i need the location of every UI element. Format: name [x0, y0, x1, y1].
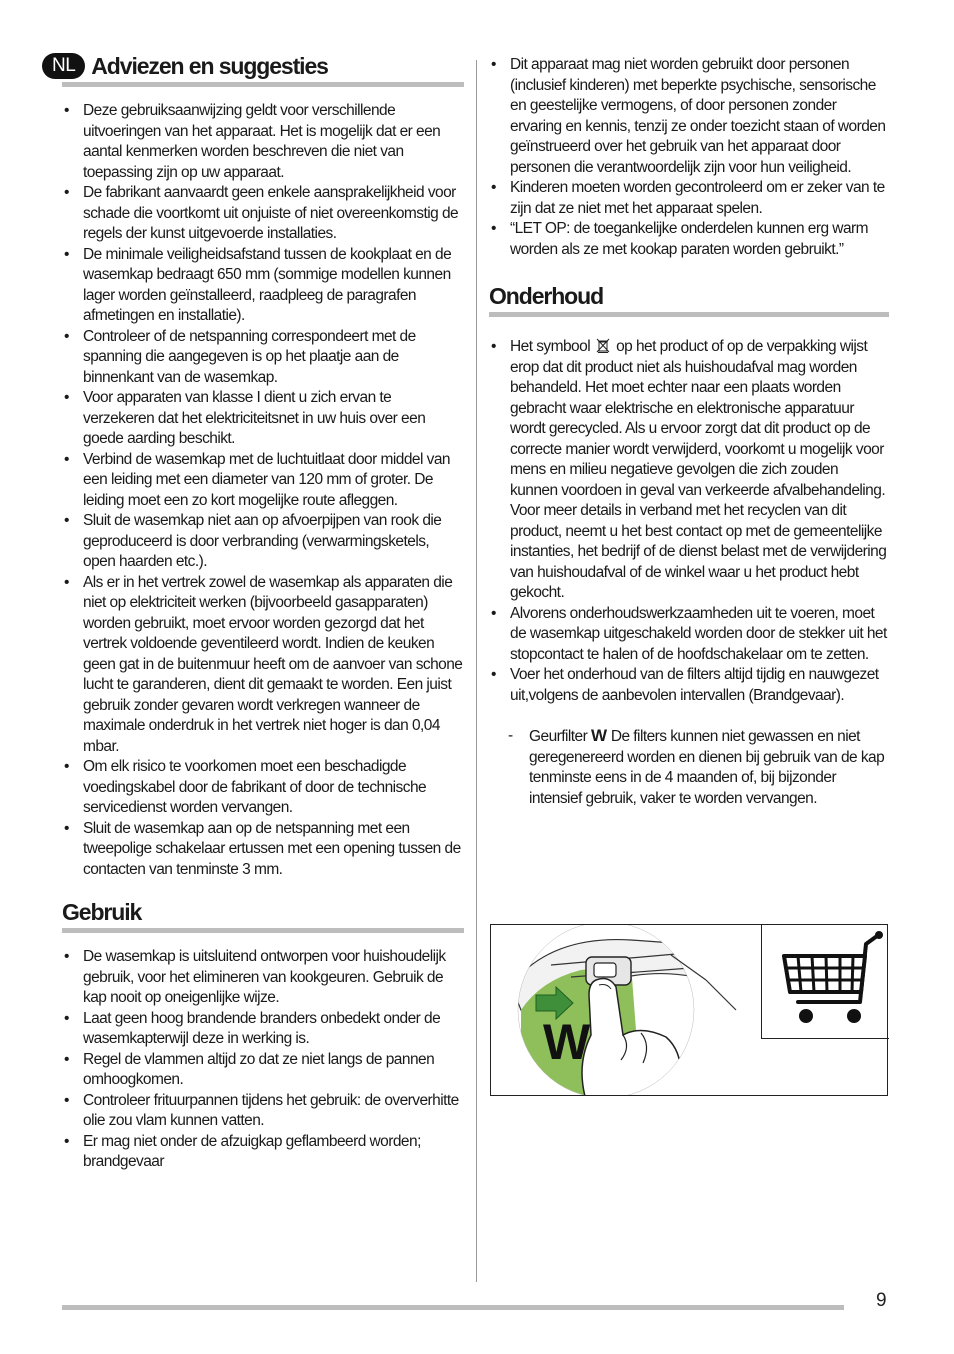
hand-pressing-icon: [491, 925, 761, 1095]
crossed-bin-icon: [596, 338, 610, 353]
heading-usage-title: Gebruik: [62, 899, 142, 925]
section-maintenance: [489, 282, 889, 809]
heading-maintenance: [489, 282, 889, 317]
footer-rule: [62, 1305, 844, 1310]
symbol-prefix: Het symbool: [510, 338, 591, 355]
list-item: • Sluit de wasemkap aan op de netspanning met een tweepolige schakelaar ertussen met een opening tussen de contacten van tenminste 3 mm.: [62, 819, 464, 881]
list-item: • Laat geen hoog brandende branders onbedekt onder de wasemkapterwijl deze in werking is.: [62, 1009, 464, 1050]
list-item: • Als er in het vertrek zowel de wasemkap als apparaten die niet op elektriciteit werken (bijvoorbeeld gasapparaten) worden gebruikt, moet ervoor worden gezorgd dat het vertrek voldoende geventileerd wordt. Indien de keuken geen gat in de buitenmuur heeft om de aanvoer van schone lucht te garanderen, dient dit gemaakt te worden. Een juist gebruik zonder gevaren wordt verkregen wanneer de maximale onderdruk in het vertrek niet hoger is dan 0,04 mbar.: [62, 573, 464, 758]
list-item: • Voer het onderhoud van de filters altijd tijdig en nauwgezet uit,volgens de aanbevolen intervallen (Brandgevaar).: [489, 665, 889, 706]
list-item: [489, 337, 889, 604]
right-column: [489, 55, 889, 809]
maintenance-list: [489, 337, 889, 706]
list-item: • Deze gebruiksaanwijzing geldt voor verschillende uitvoeringen van het apparaat. Het is mogelijk dat er een aantal kenmerken worden beschreven die niet van toepassing zijn op uw apparaat.: [62, 101, 464, 183]
filter-replacement-figure: [490, 924, 888, 1096]
filter-w-label: W: [543, 1014, 589, 1070]
dash-marker: -: [508, 727, 513, 744]
list-item: • Sluit de wasemkap niet aan op afvoerpijpen van rook die geproduceerd is door verbranding (verwarmingsketels, open haarden etc.).: [62, 511, 464, 573]
list-item: • De fabrikant aanvaardt geen enkele aansprakelijkheid voor schade die voortkomt uit onjuiste of niet overeenkomstig de regels der kunst uitgevoerde installaties.: [62, 183, 464, 245]
advice-list: [62, 101, 464, 880]
list-item: • Dit apparaat mag niet worden gebruikt door personen (inclusief kinderen) met beperkte psychische, sensorische en geestelijke vermogens, of door personen zonder ervaring en kennis, tenzij ze onder toezicht staan of worden geïnstrueerd over het gebruik van het apparaat door personen die verantwoordelijk zijn voor hun veiligheid.: [489, 55, 889, 178]
list-item: • De minimale veiligheidsafstand tussen de kookplaat en de wasemkap bedraagt 650 mm (sommige modellen kunnen lager worden geïnstalleerd, raadpleeg de paragrafen afmetingen en installatie).: [62, 245, 464, 327]
advice-list-continued: [489, 55, 889, 260]
list-item: • Controleer frituurpannen tijdens het gebruik: de oververhitte olie zou vlam kunnen vatten.: [62, 1091, 464, 1132]
list-item: • Controleer of de netspanning correspondeert met de spanning die aangegeven is op het plaatje aan de binnenkant van de wasemkap.: [62, 327, 464, 389]
filter-code: W: [591, 726, 608, 745]
list-item: • Kinderen moeten worden gecontroleerd om er zeker van te zijn dat ze niet met het apparaat spelen.: [489, 178, 889, 219]
filter-text: De filters kunnen niet gewassen en niet geregenereerd worden en dienen bij gebruik van de kap tenminste eens in de 4 maanden of, bij bijzonder intensief gebruik, vaker te worden vervangen.: [529, 728, 885, 807]
shopping-cart-icon: [762, 924, 888, 1037]
heading-maintenance-title: Onderhoud: [489, 283, 604, 309]
heading-advice: [52, 52, 464, 87]
filter-label: Geurfilter: [529, 728, 588, 745]
cart-panel: [761, 924, 889, 1039]
page-number: 9: [876, 1290, 887, 1311]
symbol-text: op het product of op de verpakking wijst erop dat dit product niet als huishoudafval mag worden behandeld. Het moet echter naar een plaats worden gebracht waar elektrische en elektronische apparatuur wordt gerecycled. Als u ervoor zorgt dat dit product op de correcte manier wordt verwijderd, voorkomt u mogelijk voor mens en milieu negatieve gevolgen die zich zouden kunnen voordoen in geval van verkeerde afvalbehandeling. Voor meer details in verband met het recyclen van dit product, neemt u het best contact op met de gemeentelijke instanties, het bedrijf of de dienst belast met de verwijdering van huishoudafval of de winkel waar u het product hebt gekocht.: [510, 338, 887, 601]
heading-advice-title: Adviezen en suggesties: [91, 53, 328, 79]
list-item: • Alvorens onderhoudswerkzaamheden uit te voeren, moet de wasemkap uitgeschakeld worden door de stekker uit het stopcontact te halen of de hoofdschakelaar om te zetten.: [489, 604, 889, 666]
list-item: • Er mag niet onder de afzuigkap geflambeerd worden; brandgevaar: [62, 1132, 464, 1173]
list-item: • Om elk risico te voorkomen moet een beschadigde voedingskabel door de fabrikant of door de technische servicedienst worden vervangen.: [62, 757, 464, 819]
section-usage: [62, 898, 464, 1173]
column-divider: [476, 60, 477, 1282]
list-item: • Voor apparaten van klasse I dient u zich ervan te verzekeren dat het elektriciteitsnet in uw huis over een goede aarding beschikt.: [62, 388, 464, 450]
list-item: • Verbind de wasemkap met de luchtuitlaat door middel van een leiding met een diameter van 120 mm of groter. De leiding moet een zo kort mogelijke route afleggen.: [62, 450, 464, 512]
usage-list: [62, 947, 464, 1173]
list-item: • Regel de vlammen altijd zo dat ze niet langs de pannen omhoogkomen.: [62, 1050, 464, 1091]
heading-usage: [62, 898, 464, 933]
list-item: • “LET OP: de toegankelijke onderdelen kunnen erg warm worden als ze met kookap paraten worden gebruikt.”: [489, 219, 889, 260]
language-badge: NL: [42, 53, 85, 79]
filter-item: [489, 726, 889, 809]
left-column: [52, 52, 464, 1173]
list-item: • De wasemkap is uitsluitend ontworpen voor huishoudelijk gebruik, voor het elimineren van kookgeuren. Gebruik de kap nooit op oneigenlijke wijze.: [62, 947, 464, 1009]
